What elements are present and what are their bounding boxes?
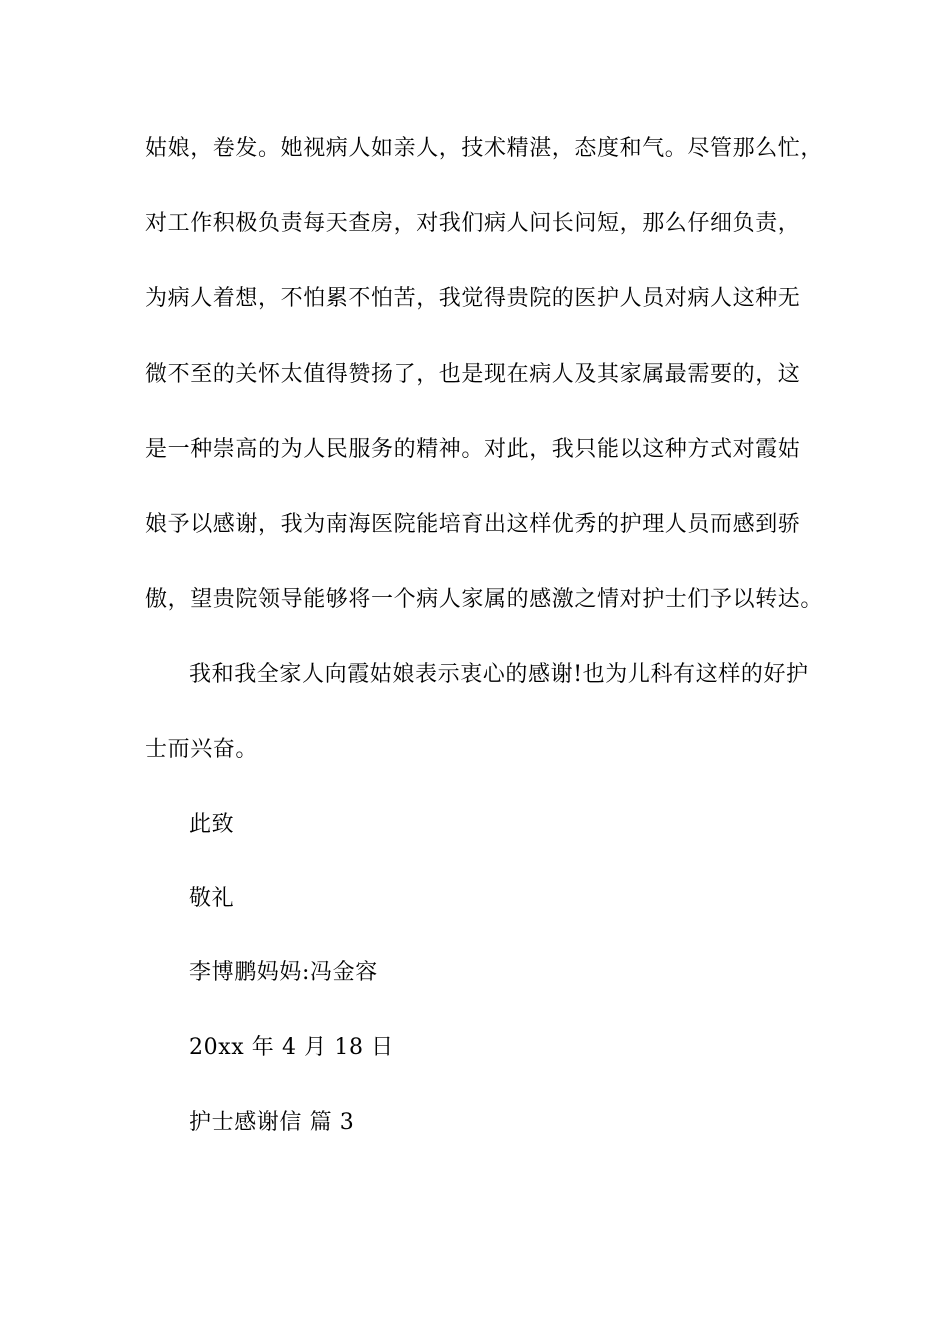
paragraph-line: 我和我全家人向霞姑娘表示衷心的感谢!也为儿科有这样的好护: [189, 662, 809, 687]
paragraph-line: 为病人着想，不怕累不怕苦，我觉得贵院的医护人员对病人这种无: [145, 286, 801, 311]
date-text: 20xx 年 4 月 18 日: [189, 1035, 394, 1060]
paragraph-line: 士而兴奋。: [145, 737, 259, 762]
paragraph-line: 姑娘，卷发。她视病人如亲人，技术精湛，态度和气。尽管那么忙，: [145, 136, 824, 161]
paragraph-line: 对工作积极负责每天查房，对我们病人问长问短，那么仔细负责，: [145, 211, 801, 236]
paragraph-line: 微不至的关怀太值得赞扬了，也是现在病人及其家属最需要的，这: [145, 362, 801, 387]
paragraph-line: 傲，望贵院领导能够将一个病人家属的感激之情对护士们予以转达。: [145, 587, 824, 612]
paragraph-line: 是一种崇高的为人民服务的精神。对此，我只能以这种方式对霞姑: [145, 437, 801, 462]
signature-text: 李博鹏妈妈:冯金容: [189, 960, 378, 985]
section-heading: 护士感谢信 篇 3: [189, 1110, 355, 1135]
closing-text: 此致: [189, 812, 235, 837]
salutation-text: 敬礼: [189, 886, 235, 911]
paragraph-line: 娘予以感谢，我为南海医院能培育出这样优秀的护理人员而感到骄: [145, 512, 801, 537]
